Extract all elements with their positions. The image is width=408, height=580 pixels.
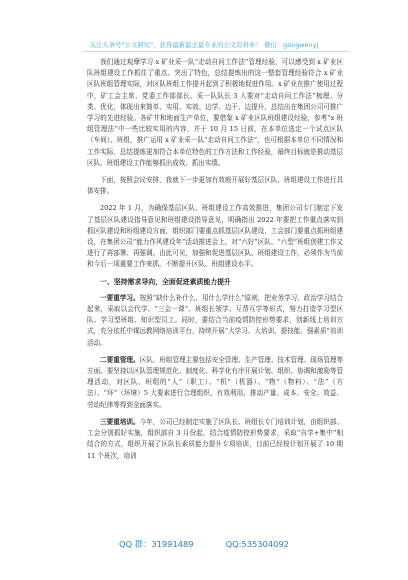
paragraph: 2022 年 1 月，为确保基层区队、班组建设工作高效推进，集团公司专门制定下发了基层区队建设指导意见和班组建设指导意见，明确指出 2022 年要把工作重点落实到抓区队建设和班组建设方面，组织部门要重点抓基层区队建设，工会部门要重点抓班组建设，在集团公司“能力作风建设年”活动推进会上，对“六好”区队、“六型”班组创建工作又进行了再部署、再强调。由此可见，加强和促进基层区队、班组建设工作，必须作为当前和今后一项重要工作来抓，不断提升区队、班组建设水平。 (87, 204, 343, 269)
paragraph: 我们通过观摩学习 x 矿业采一队“走动自问工作法”管理经验，可以感受到 x 矿业区队班组建设工作抓住了重点、突出了特色，总结提炼出的这一整套管理经验符合 x 矿业区队班组管理实际，对区队班组工作提升起到了积极地促进作用。x 矿业在推广使用过程中，矿工会主席、党委工作部部长、采一队队长 3 人要对“走动自问工作法”梳理、分类、优化，体现出来简单、实用、实效、边学、边干、边提升，总结出在集团公司可推广学习的先进经验。各矿井和地面生产单位，要借鉴 x 矿业区队班组建设经验，参考“x 班组管理法”中一些比较实用的内容，并于 10 月 15 日前，在本单位选定一个试点区队（车间）、班组，推广运用 x 矿业采一队“走动自问工作法”，也可根据本单位不同情况和工作实际，总结提炼更加符合本单位特色的工作方法和工作经验，最终目标就是推动基层区队、班组建设工作能够抓出成效、抓出实绩。 (87, 58, 343, 167)
paragraph: 下面，按照会议安排，我就下一步更加有效地开展好基层区队、班组建设工作进行具体安排。 (87, 176, 343, 196)
paragraph-lead: 三要重培训。 (100, 417, 140, 426)
paragraph (87, 293, 343, 349)
paragraph-lead: 二要重管理。 (100, 355, 140, 364)
qq-text: QQ:535304092 (225, 539, 289, 549)
paragraph-text: 按照“缺什么补什么、用什么学什么”原则，把业务学习、政治学习结合起来，采取以会代学、“三会一课”、班组长领学、互帮互学等形式，努力打造学习型区队、学习型班组、知识型员工。同时，要结合当前疫情防控形势要求，创新线上培训方式，充分依托中煤远教网络培训平台，持续开展“大学习、大培训、提技能、强素质”培训活动。 (87, 293, 344, 347)
header-divider (84, 51, 348, 52)
paragraph (87, 355, 343, 411)
page-footer (0, 538, 408, 550)
document-body (87, 57, 343, 462)
paragraph (87, 417, 343, 462)
paragraph-lead: 一要重学习。 (100, 293, 140, 302)
qq-group-text: QQ 群：31991489 (119, 539, 194, 549)
paragraph-text: 今年，公司已经制定实施了区队长、班组长专门培训计划，由组织部、工会分别抓好实施，组织部自 3 月份起，结合疫情防控形势要求，采取“自学+集中”相结合的方式，组织开展了区队长素质能力提升专项培训，目前已经按计划开展了 10 期 11 个班次，培训 (87, 417, 343, 460)
page-header: 关注头条号"公文研究"，获得最新最全最专业的公文资料库！ 微信：gongwenyj (89, 42, 319, 49)
paragraph-text: 区队、班组管理主要包括安全管理、生产管理、技术管理、现场管理等方面。要坚持以区队管理规范化、制度化、科学化有序开展计划、组织、协调和激励等管理活动，对区队、班组的“人”（职工）、“机”（机器）、“物”（物料）、“法”（方法）、“环”（环境）5 大要素进行合理组织，有效利用，推动产量、成本、安全、效益、劳动纪律等得到全面落实。 (87, 355, 343, 409)
section-heading: 一、坚持需求导向，全面促进素质能力提升 (100, 277, 231, 286)
